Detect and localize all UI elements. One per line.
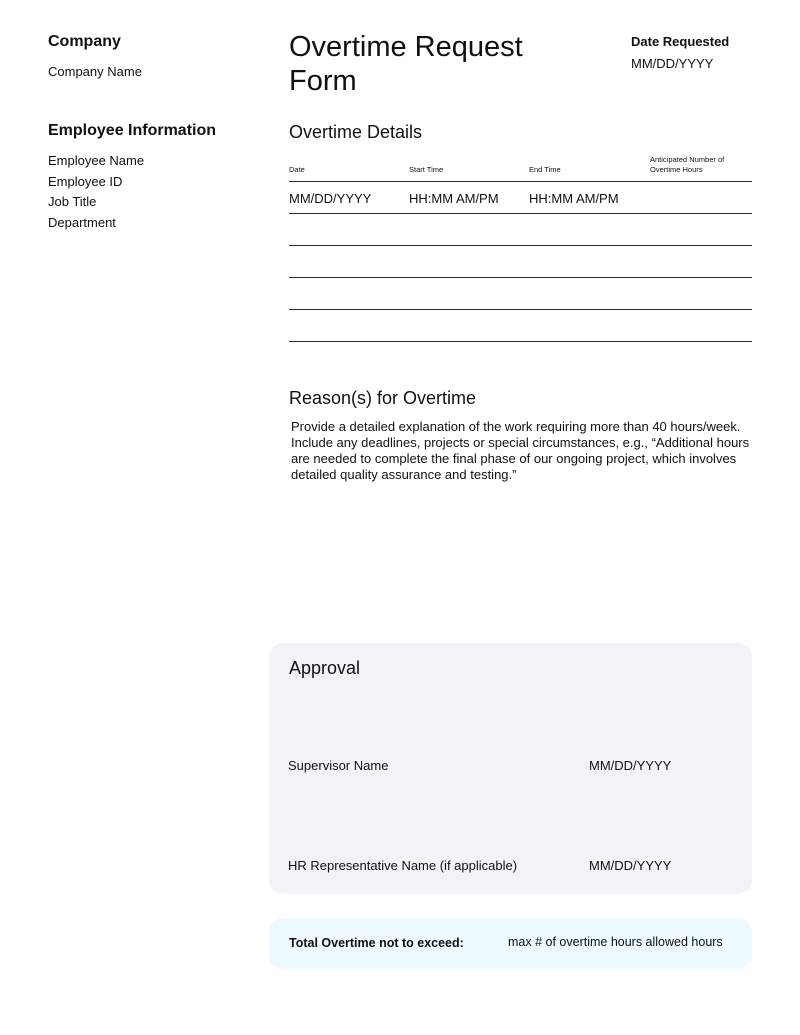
employee-information-heading: Employee Information xyxy=(48,122,217,139)
company-heading: Company xyxy=(48,33,121,50)
end-time-cell[interactable]: HH:MM AM/PM xyxy=(529,191,619,206)
overtime-details-table xyxy=(289,150,752,342)
date-cell[interactable]: MM/DD/YYYY xyxy=(289,191,372,206)
total-overtime-field[interactable]: max # of overtime hours allowed hours xyxy=(508,935,723,949)
table-row xyxy=(289,214,752,246)
table-row xyxy=(289,182,752,214)
employee-id-field[interactable]: Employee ID xyxy=(48,173,123,189)
page-title: Overtime Request Form xyxy=(289,31,523,97)
total-overtime-section xyxy=(269,918,752,969)
table-header-row xyxy=(289,150,752,182)
employee-name-field[interactable]: Employee Name xyxy=(48,153,145,168)
company-name-field[interactable]: Company Name xyxy=(48,64,142,79)
column-header-anticipated-hours: Anticipated Number of Overtime Hours xyxy=(650,155,725,174)
overtime-details-heading: Overtime Details xyxy=(289,122,423,142)
date-requested-field[interactable]: MM/DD/YYYY xyxy=(631,56,714,71)
hr-representative-name-field[interactable]: HR Representative Name (if applicable) xyxy=(288,858,518,873)
total-overtime-label: Total Overtime not to exceed: xyxy=(289,936,464,950)
date-requested-label: Date Requested xyxy=(631,34,730,49)
table-row xyxy=(289,278,752,310)
column-header-end-time: End Time xyxy=(529,165,561,174)
approval-heading: Approval xyxy=(289,658,361,678)
table-row xyxy=(289,310,752,342)
reasons-heading: Reason(s) for Overtime xyxy=(289,388,477,408)
department-field[interactable]: Department xyxy=(48,215,116,231)
start-time-cell[interactable]: HH:MM AM/PM xyxy=(409,191,499,206)
approval-section xyxy=(269,643,752,894)
column-header-start-time: Start Time xyxy=(409,165,444,174)
column-header-date: Date xyxy=(289,165,305,174)
table-row xyxy=(289,246,752,278)
employee-information-list xyxy=(48,152,144,235)
reasons-text-field[interactable]: Provide a detailed explanation of the work requiring more than 40 hours/week. Include any deadlines, projects or special circumstances, e.g., “Additional hours are needed to complete the final phase of our ongoing project, which involves detailed quality assurance and testing.” xyxy=(291,419,750,482)
supervisor-date-field[interactable]: MM/DD/YYYY xyxy=(589,758,672,773)
hr-representative-date-field[interactable]: MM/DD/YYYY xyxy=(589,858,672,873)
supervisor-name-field[interactable]: Supervisor Name xyxy=(288,758,389,773)
job-title-field[interactable]: Job Title xyxy=(48,194,97,210)
